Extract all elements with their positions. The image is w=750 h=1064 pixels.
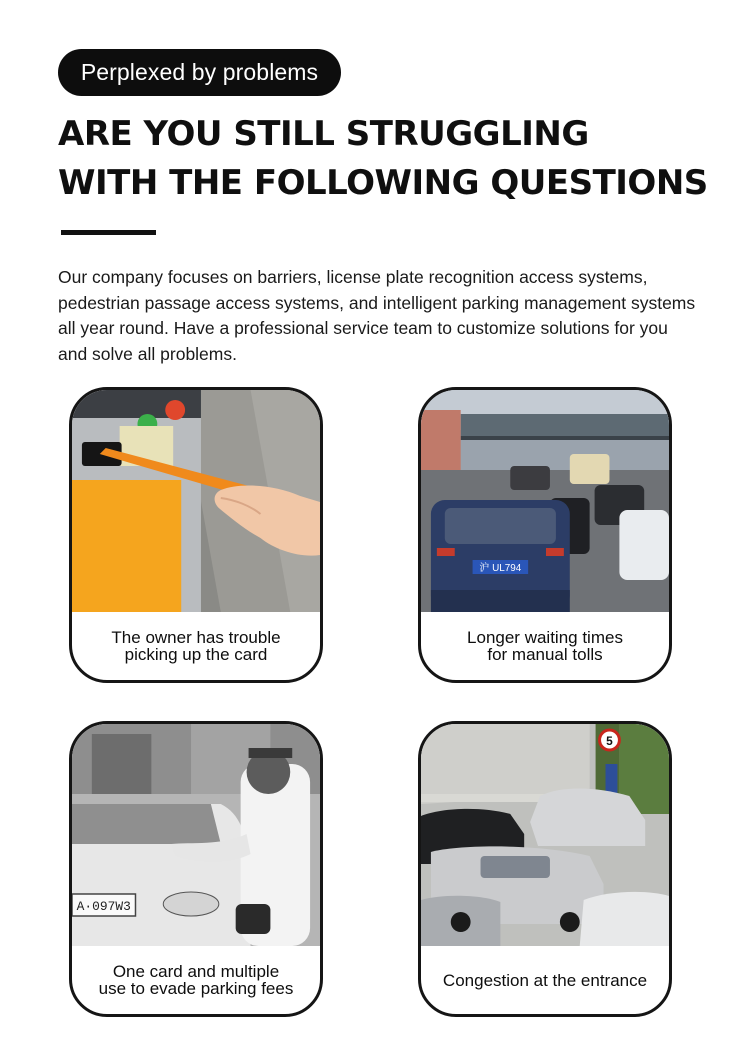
crowded-entrance-cars-photo [421, 724, 669, 946]
problem-card-card-pickup [69, 387, 323, 683]
license-plate-text: A·097W3 [76, 898, 131, 915]
page-title-line-1: ARE YOU STILL STRUGGLING [58, 114, 589, 154]
problem-card-entrance-congestion [418, 721, 672, 1017]
problem-caption: The owner has trouble picking up the card [111, 628, 281, 664]
hand-taking-parking-card-photo [72, 390, 320, 612]
toll-booth-traffic-queue-photo [421, 390, 669, 612]
problem-caption: One card and multiple use to evade parking fees [98, 962, 294, 998]
problem-caption: Longer waiting times for manual tolls [467, 628, 623, 664]
problem-card-fee-evasion [69, 721, 323, 1017]
problem-card-manual-tolls [418, 387, 672, 683]
speed-limit-sign-text: 5 [606, 733, 613, 749]
page-title [58, 110, 718, 208]
page-title-line-2: WITH THE FOLLOWING QUESTIONS [58, 163, 708, 203]
title-underline [61, 230, 156, 235]
attendant-stopping-car-photo [72, 724, 320, 946]
section-badge-label: Perplexed by problems [80, 59, 319, 85]
section-badge [58, 49, 341, 96]
intro-paragraph: Our company focuses on barriers, license plate recognition access systems, pedestrian passage access systems, and intelligent parking management systems all year round. Have a professional service team to customize solutions for you and solve all problems. [58, 267, 696, 364]
license-plate-text: 沪 UL794 [479, 562, 522, 575]
problem-caption: Congestion at the entrance [442, 970, 648, 990]
